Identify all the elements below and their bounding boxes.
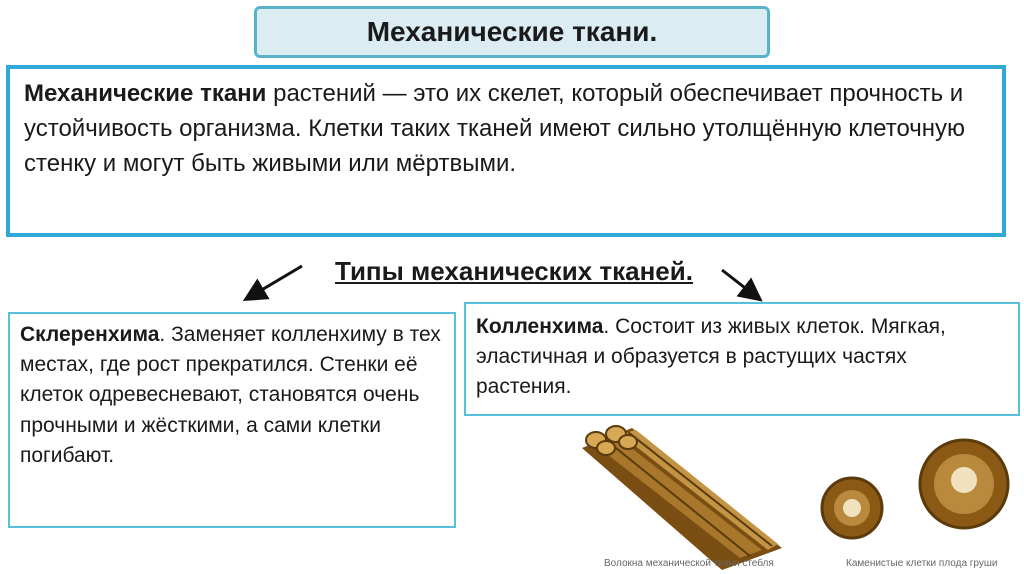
fiber-bundle-image bbox=[582, 426, 782, 570]
collenchyma-text: . Состоит из живых клеток. Мягкая, эластичная и образуется в растущих частях растения. bbox=[476, 315, 946, 398]
sclerenchyma-box bbox=[8, 312, 456, 528]
types-subtitle: Типы механических тканей. bbox=[335, 256, 693, 286]
arrow-right bbox=[722, 270, 758, 298]
definition-term: Механические ткани bbox=[24, 80, 267, 107]
slide-title-text: Механические ткани. bbox=[366, 16, 658, 47]
sclerenchyma-text: . Заменяет колленхиму в тех местах, где рост прекратился. Стенки её клеток одревесневают, становятся очень прочными и жёсткими, а сами клетки погибают. bbox=[20, 323, 441, 467]
tissue-illustration bbox=[572, 418, 1022, 572]
caption-fibers: Волокна механической ткани стебля bbox=[604, 558, 774, 569]
caption-stone-cells: Каменистые клетки плода груши bbox=[846, 558, 998, 569]
sclerenchyma-term: Склеренхима bbox=[20, 323, 160, 346]
slide-title bbox=[254, 6, 770, 58]
stone-cells-image bbox=[822, 440, 1008, 538]
collenchyma-box bbox=[464, 302, 1020, 416]
definition-box bbox=[6, 65, 1006, 237]
collenchyma-term: Колленхима bbox=[476, 315, 604, 338]
definition-text: растений — это их скелет, который обеспечивает прочность и устойчивость организма. Клетки таких тканей имеют сильно утолщённую клеточную стенку и могут быть живыми или мёртвыми. bbox=[24, 80, 966, 177]
arrow-left bbox=[248, 266, 302, 298]
